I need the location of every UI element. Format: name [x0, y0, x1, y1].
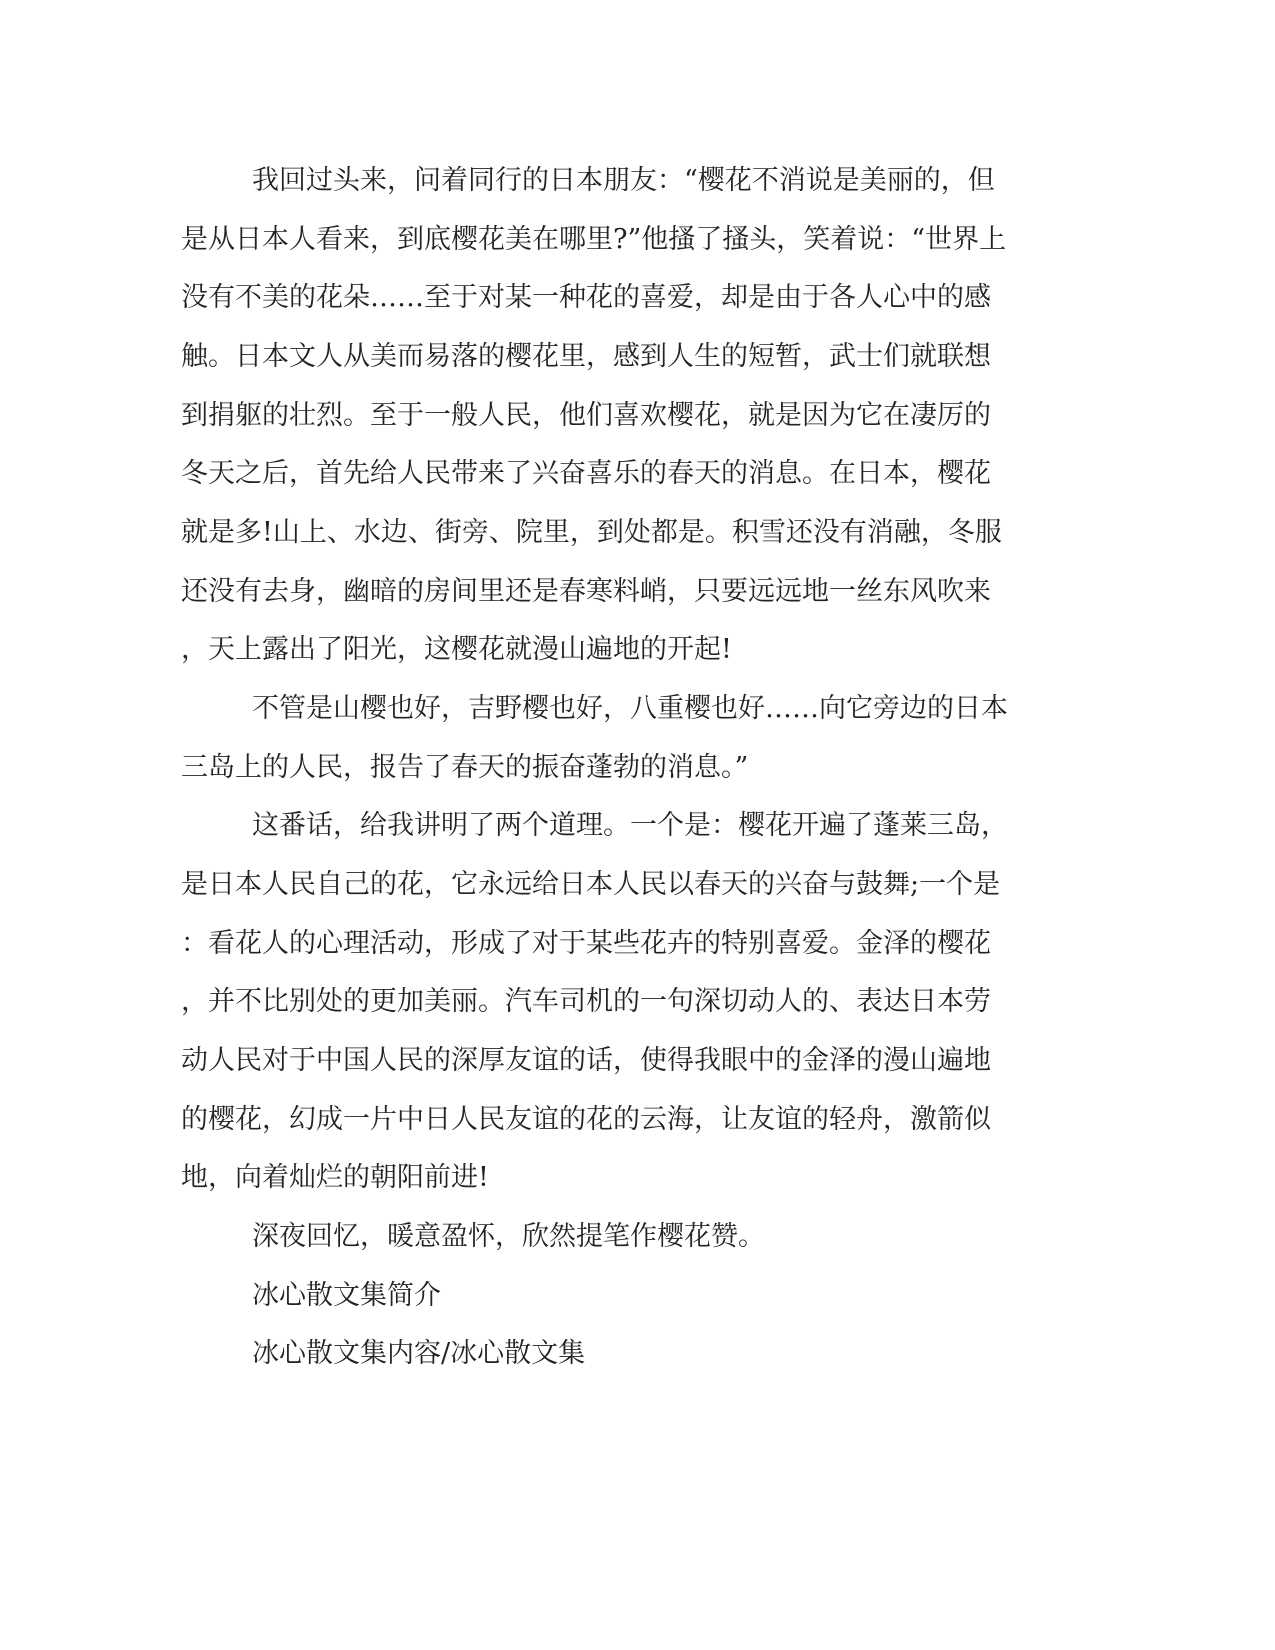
text-line: 是从日本人看来，到底樱花美在哪里?”他搔了搔头，笑着说：“世界上 [181, 224, 1007, 255]
text-line: 还没有去身，幽暗的房间里还是春寒料峭，只要远远地一丝东风吹来 [181, 576, 991, 607]
text-line: 地，向着灿烂的朝阳前进! [181, 1162, 489, 1193]
text-line: ：看花人的心理活动，形成了对于某些花卉的特别喜爱。金泽的樱花 [181, 928, 991, 959]
text-line: 是日本人民自己的花，它永远给日本人民以春天的兴奋与鼓舞;一个是 [181, 869, 1001, 900]
text-line: 我回过头来，问着同行的日本朋友：“樱花不消说是美丽的，但 [252, 165, 995, 196]
text-line: ，天上露出了阳光，这樱花就漫山遍地的开起! [181, 634, 732, 665]
text-line: 的樱花，幻成一片中日人民友谊的花的云海，让友谊的轻舟，激箭似 [181, 1104, 991, 1135]
text-line: 深夜回忆，暖意盈怀，欣然提笔作樱花赞。 [252, 1221, 765, 1252]
text-line: ，并不比别处的更加美丽。汽车司机的一句深切动人的、表达日本劳 [181, 986, 991, 1017]
text-line: 到捐躯的壮烈。至于一般人民，他们喜欢樱花，就是因为它在凄厉的 [181, 400, 991, 431]
text-line: 触。日本文人从美而易落的樱花里，感到人生的短暂，武士们就联想 [181, 341, 991, 372]
text-line: 这番话，给我讲明了两个道理。一个是：樱花开遍了蓬莱三岛， [252, 810, 1008, 841]
text-line: 动人民对于中国人民的深厚友谊的话，使得我眼中的金泽的漫山遍地 [181, 1045, 991, 1076]
section-heading: 冰心散文集内容/冰心散文集 [252, 1338, 586, 1369]
section-heading: 冰心散文集简介 [252, 1280, 441, 1311]
text-line: 冬天之后，首先给人民带来了兴奋喜乐的春天的消息。在日本，樱花 [181, 458, 991, 489]
text-line: 没有不美的花朵……至于对某一种花的喜爱，却是由于各人心中的感 [181, 282, 991, 313]
text-line: 三岛上的人民，报告了春天的振奋蓬勃的消息。” [181, 752, 749, 783]
text-line: 不管是山樱也好，吉野樱也好，八重樱也好……向它旁边的日本 [252, 693, 1008, 724]
text-line: 就是多!山上、水边、街旁、院里，到处都是。积雪还没有消融，冬服 [181, 517, 1002, 548]
